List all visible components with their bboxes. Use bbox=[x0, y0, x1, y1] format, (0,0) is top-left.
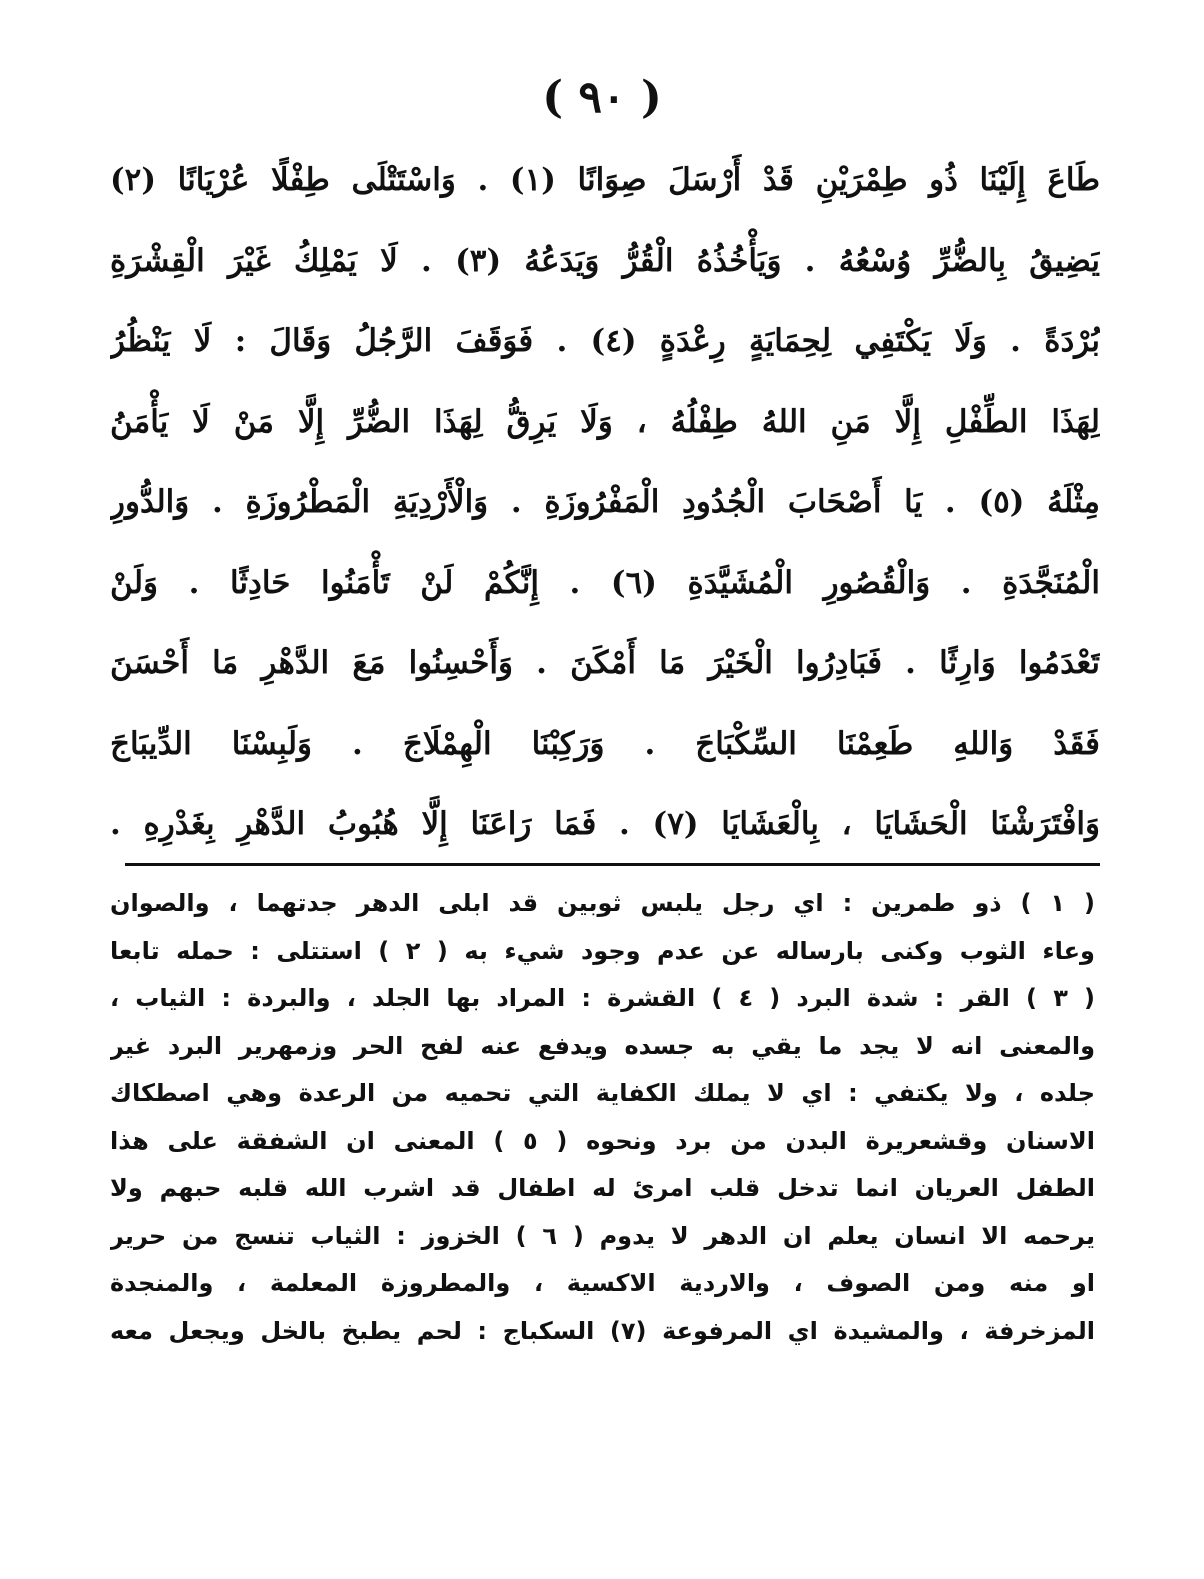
main-text-line: طَاعَ إِلَيْنَا ذُو طِمْرَيْنِ قَدْ أَرْسَلَ صِوَانًا (١) . وَاسْتَتْلَى طِفْلًا عُرْيَانًا (٢) bbox=[110, 162, 1100, 198]
footnote-line: ( ٣ ) القر : شدة البرد ( ٤ ) القشرة : المراد بها الجلد ، والبردة : الثياب ، bbox=[110, 984, 1095, 1012]
footnote-line: والمعنى انه لا يجد ما يقي به جسده ويدفع عنه لفح الحر وزمهرير البرد غير bbox=[110, 1031, 1095, 1060]
footnote-line: ( ١ ) ذو طمرين : اي رجل يلبس ثوبين قد ابلى الدهر جدتهما ، والصوان bbox=[110, 889, 1095, 917]
main-text bbox=[110, 140, 1100, 865]
main-text-line: يَضِيقُ بِالضُّرِّ وُسْعُهُ . وَيَأْخُذُهُ الْقُرُّ وَيَدَعُهُ (٣) . لَا يَمْلِكُ غَيْرَ الْقِشْرَةِ bbox=[110, 242, 1100, 279]
footnote-divider bbox=[125, 863, 1100, 866]
main-text-line: لِهَذَا الطِّفْلِ إِلَّا مَنِ اللهُ طِفْلُهُ ، وَلَا يَرِقُّ لِهَذَا الضُّرِّ إِلَّا مَنْ لَا يَأْمَنُ bbox=[110, 403, 1100, 440]
main-text-line: فَقَدْ وَاللهِ طَعِمْنَا السِّكْبَاجَ . وَرَكِبْنَا الْهِمْلَاجَ . وَلَبِسْنَا الدِّيبَاجَ bbox=[110, 725, 1100, 762]
footnote-line: المزخرفة ، والمشيدة اي المرفوعة (٧) السكباج : لحم يطبخ بالخل ويجعل معه bbox=[110, 1316, 1095, 1345]
main-text-line: بُرْدَةً . وَلَا يَكْتَفِي لِحِمَايَةٍ رِعْدَةٍ (٤) . فَوَقَفَ الرَّجُلُ وَقَالَ : لَا يَنْظُرُ bbox=[110, 323, 1100, 359]
main-text-line: وَافْتَرَشْنَا الْحَشَايَا ، بِالْعَشَايَا (٧) . فَمَا رَاعَنَا إِلَّا هُبُوبُ الدَّهْرِ بِغَدْرِهِ . bbox=[110, 806, 1100, 842]
footnote-line: او منه ومن الصوف ، والاردية الاكسية ، والمطروزة المعلمة ، والمنجدة bbox=[110, 1269, 1095, 1297]
main-text-line: الْمُنَجَّدَةِ . وَالْقُصُورِ الْمُشَيَّدَةِ (٦) . إِنَّكُمْ لَنْ تَأْمَنُوا حَادِثًا . وَلَنْ bbox=[110, 564, 1100, 601]
footnote-line: الاسنان وقشعريرة البدن من برد ونحوه ( ٥ ) المعنى ان الشفقة على هذا bbox=[110, 1126, 1095, 1155]
main-text-line: تَعْدَمُوا وَارِثًا . فَبَادِرُوا الْخَيْرَ مَا أَمْكَنَ . وَأَحْسِنُوا مَعَ الدَّهْرِ مَا أَحْسَنَ bbox=[110, 645, 1100, 681]
footnote-line: جلده ، ولا يكتفي : اي لا يملك الكفاية التي تحميه من الرعدة وهي اصطكاك bbox=[110, 1079, 1095, 1107]
page-number: ( ٩٠ ) bbox=[542, 72, 662, 123]
footnote-line: يرحمه الا انسان يعلم ان الدهر لا يدوم ( ٦ ) الخزوز : الثياب تنسج من حرير bbox=[110, 1221, 1095, 1250]
footnotes bbox=[110, 880, 1095, 1355]
footnote-line: الطفل العريان انما تدخل قلب امرئ له اطفال قد اشرب الله قلبه حبهم ولا bbox=[110, 1174, 1095, 1202]
footnote-line: وعاء الثوب وكنى بارساله عن عدم وجود شيء به ( ٢ ) استتلى : حمله تابعا bbox=[110, 936, 1095, 965]
main-text-line: مِثْلَهُ (٥) . يَا أَصْحَابَ الْجُدُودِ الْمَفْرُوزَةِ . وَالْأَرْدِيَةِ الْمَطْرُوزَةِ . وَالدُّورِ bbox=[110, 484, 1100, 520]
